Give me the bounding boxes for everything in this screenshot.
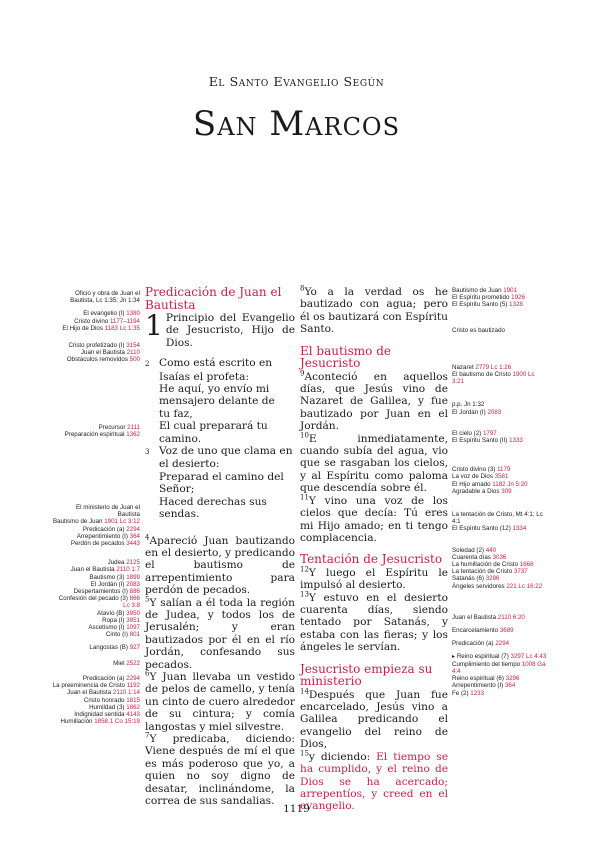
margin-note: Cristo divino (3) 1179 [452, 466, 511, 474]
margin-note: El Jordán (I) 2083 [90, 580, 140, 588]
margin-note: El Espíritu Santo (5) 1328 [452, 301, 523, 309]
margin-note: Ascetismo (I) 1097 [88, 624, 140, 632]
verse-15: $^{15}$y diciendo: El tiempo se ha cumplido, y el reino de Dios se ha acercado; arrepentíos, y creed en el evangelio. [300, 749, 448, 813]
margin-note: El Hijo de Dios 1183 Lc 1:35 [62, 324, 140, 332]
verse-11: $^{11}$Y vino una voz de los cielos que decía: Tú eres mi Hijo amado; en ti tengo complacencia. [300, 493, 448, 544]
margin-note: Oficio y obra de Juan el Bautista, Lc 1:35; Jn 1:34 [70, 290, 140, 305]
margin-note: Juan el Bautista 2110 6:20 [452, 613, 525, 621]
margin-note: El Jordán (I) 2083 [452, 408, 502, 416]
margin-note: Ángeles servidores 221 Lc 16:22 [452, 582, 543, 590]
margin-note: Despertamientos (I) 886 [73, 588, 140, 596]
verse-12: $^{12}$Y luego el Espíritu le impulsó al desierto. [300, 565, 448, 592]
margin-note: Miel 2522 [113, 659, 140, 667]
margin-note: Arrepentimiento (I) 364 [452, 682, 516, 690]
margin-note: La tentación de Cristo, Mt 4:1; Lc 4:1 [452, 511, 543, 526]
margin-note: Cristo es bautizado [452, 326, 505, 334]
margin-note: Reino espiritual (6) 3296 [452, 675, 520, 683]
margin-note: Bautismo de Juan 1901 [452, 287, 518, 294]
margin-note: Predicación (a) 2294 [82, 525, 140, 533]
margin-note: Preparación espiritual 1362 [64, 430, 140, 438]
text-column-2 [300, 286, 448, 813]
verse-10: $^{10}$E inmediatamente, cuando subía del agua, vio que se rasgaban los cielos, y al Espíritu como paloma que descendía sobre él. [300, 431, 448, 495]
verse-7: $^7$Y predicaba, diciendo: Viene después de mí el que es más poderoso que yo, a quien no soy digno de desatar, inclinándome, la correa de sus sandalias. [145, 731, 295, 808]
verse-3: 3 Voz de uno que clama en el desierto: Preparad el camino del Señor; Haced derechas sus sendas. [145, 445, 293, 521]
margin-note: El cielo (2) 1797 [452, 429, 497, 437]
section-heading: Tentación de Jesucristo [300, 552, 443, 567]
margin-note: Fe (2) 1233 [452, 689, 485, 697]
text-column-1 [145, 286, 295, 807]
margin-note: El evangelio (I) 1380 [83, 310, 140, 318]
margin-note: Satanás (6) 3286 [452, 575, 500, 583]
verse-6: $^6$Y Juan llevaba un vestido de pelos de camello, y tenía un cinto de cuero alrededor de su cintura; y comía langostas y miel silvestre. [145, 669, 295, 733]
margin-note: Cuarenta días 3036 [452, 553, 507, 561]
margin-note: Confesión del pecado (3) 866 Lc 3:8 [58, 595, 140, 610]
margin-note: Arrepentimiento (I) 364 [76, 532, 140, 540]
page-number: 1119 [283, 803, 310, 815]
margin-note: Cristo honrado 1815 [83, 696, 140, 704]
margin-note: La tentación de Cristo 3737 [452, 568, 528, 576]
book-title: San Marcos [192, 104, 401, 144]
margin-note: El Hijo amado 1182 Jn 5:20 [452, 480, 528, 488]
margin-note: Encarcelamiento 3689 [452, 627, 514, 635]
margin-note: Cumplimiento del tiempo 1008 Gá 4:4 [452, 660, 546, 675]
margin-note: Humildad (3) 1862 [89, 703, 140, 711]
margin-note: La voz de Dios 3581 [452, 473, 509, 481]
margin-note: El Espíritu Santo (12) 1334 [452, 525, 527, 533]
verse-9: $^9$Aconteció en aquellos días, que Jesús vino de Nazaret de Galilea, y fue bautizado por Juan en el Jordán. [300, 369, 448, 433]
margin-note: Langostas (B) 927 [89, 644, 140, 652]
margin-note: Nazaret 2779 Lc 1:26 [452, 363, 512, 371]
margin-note: Agradable a Dios 309 [452, 487, 512, 495]
margin-note: ▸ Reino espiritual (7) 3297 Lc 4:43 [452, 653, 547, 661]
margin-note: Atavío (B) 3950 [96, 609, 140, 617]
words-of-jesus: El tiempo se ha cumplido, y el reino de Dios se ha acercado; arrepentíos, y creed en el evangelio. [300, 750, 448, 813]
margin-note: El Espíritu Santo (II) 1333 [452, 437, 523, 445]
margin-note: Juan el Bautista 2110 1:7 [70, 566, 140, 574]
margin-note: Predicación (a) 2294 [82, 674, 140, 682]
margin-note: La preeminencia de Cristo 1192 [52, 682, 140, 690]
margin-note: Ropa (I) 3951 [102, 616, 140, 624]
margin-note: Bautismo (3) 1899 [89, 573, 140, 581]
triangle-bullet-icon: ▸ [452, 653, 456, 661]
verse-8: $^8$Yo a la verdad os he bautizado con agua; pero él os bautizará con Espíritu Santo. [300, 284, 448, 336]
margin-note: El ministerio de Juan el Bautista [76, 504, 140, 519]
margin-note: El bautismo de Cristo 1900 Lc 3:21 [452, 371, 535, 386]
verse-14: $^{14}$Después que Juan fue encarcelado, Jesús vino a Galilea predicando el evangelio del reino de Dios, [300, 687, 448, 751]
verse-1: 1 Principio del Evangelio de Jesucristo, Hijo de Dios. [145, 309, 295, 349]
verse-5: $^5$Y salían a él toda la región de Judea, y todos los de Jerusalén; y eran bautizados por él en el río Jordán, confesando sus pecados. [145, 595, 295, 671]
margin-note: Bautismo de Juan 1901 Lc 3:12 [52, 518, 140, 526]
margin-note: Obstáculos removidos 500 [66, 356, 140, 364]
margin-note: Predicación (a) 2294 [452, 640, 510, 648]
section-heading: Jesucristo empieza su ministerio [300, 661, 433, 689]
margin-note: Juan el Bautista 2110 1:14 [67, 689, 140, 697]
margin-note: Soledad (2) 440 [452, 546, 497, 554]
margin-note: Perdón de pecados 3443 [70, 540, 140, 548]
chapter-number: 1 [145, 309, 163, 342]
margin-note: Judea 2125 [107, 559, 140, 567]
margin-note: Indignidad sentida 4143 [74, 710, 140, 718]
left-margin-notes [52, 290, 140, 725]
margin-note: Cinto (I) 801 [105, 631, 140, 639]
margin-note: Juan el Bautista 2110 [80, 349, 140, 357]
right-margin-notes [452, 287, 548, 697]
book-super-title: El Santo Evangelio Según [208, 74, 385, 89]
margin-note: Cristo profetizado (I) 3154 [68, 342, 140, 350]
section-heading: El bautismo de Jesucristo [300, 343, 391, 371]
margin-note: Humillación 1858.1 Co 15:19 [60, 718, 140, 726]
margin-note: p.p. Jn 1:32 [452, 401, 485, 409]
verse-2: 2 Como está escrito en Isaías el profeta: He aquí, yo envío mi mensajero delante de tu faz, El cual preparará tu camino. [145, 357, 275, 445]
margin-note: La humillación de Cristo 1668 [452, 561, 534, 569]
verse-13: $^{13}$Y estuvo en el desierto cuarenta días, siendo tentado por Satanás, y estaba con las fieras; y los ángeles le servían. [300, 590, 448, 654]
margin-note: El Espíritu prometido 1926 [452, 294, 525, 302]
section-heading: Predicación de Juan el Bautista [145, 285, 282, 312]
margin-note: Cristo divino 1177–1194 [74, 317, 140, 325]
verse-4: $^4$Apareció Juan bautizando en el desierto, y predicando el bautismo de arrepentimiento para perdón de pecados. [145, 532, 295, 597]
margin-note: Precursor 2111 [98, 423, 140, 431]
